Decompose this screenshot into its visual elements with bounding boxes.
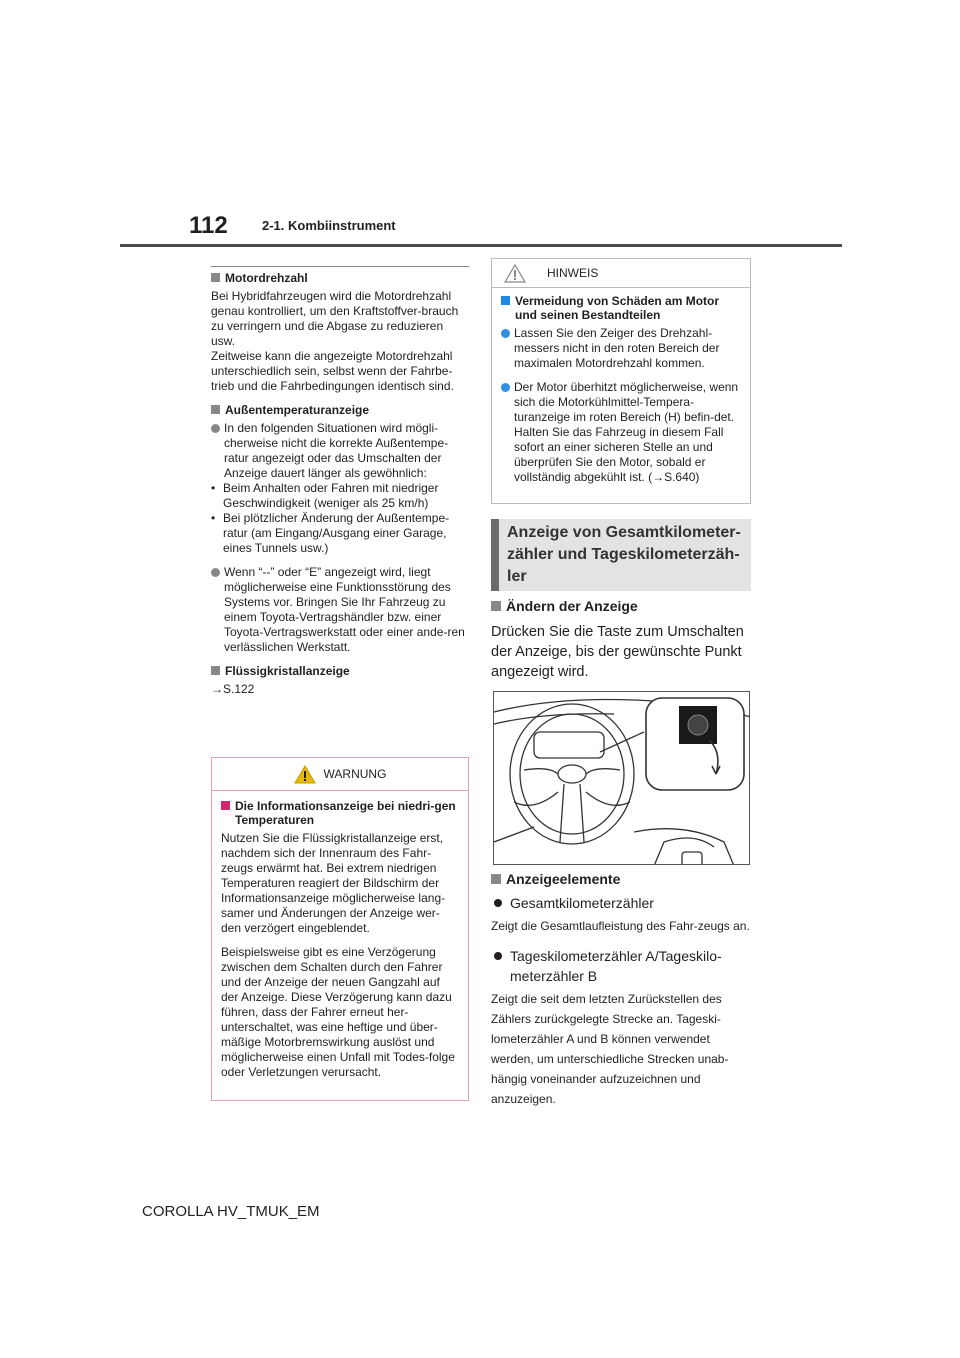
heading-text: Flüssigkristallanzeige: [225, 664, 350, 678]
header-rule: [120, 244, 842, 247]
heading-text: Anzeigeelemente: [506, 871, 621, 887]
bullet-text: Der Motor überhitzt möglicherweise, wenn sich die Motorkühlmittel-Tempera-turanzeige im roten Bereich (H) befin-det. Halten Sie das Fahrzeug in diesem Fall sofort an einer sicheren Stelle an und überprüfen Sie den Motor, sobald er vollständig abgekühlt ist. (→S.640): [514, 380, 739, 484]
banner-title: Anzeige von Gesamtkilometer-zähler und Tageskilometerzäh-ler: [507, 524, 741, 585]
notice-title: HINWEIS: [547, 266, 599, 280]
item2-text: Zeigt die seit dem letzten Zurückstellen des Zählers zurückgelegte Strecke an. Tageski-lometerzähler A und B können verwendet werden, um unterschiedliche Strecken unab-hängig voneinander aufzuzeichnen und anzuzeigen.: [491, 992, 729, 1106]
aussentemp-sub2: [211, 511, 469, 556]
round-bullet-icon: [501, 383, 510, 392]
square-bullet-icon: [491, 601, 501, 611]
warning-box: [211, 757, 469, 1101]
motordrehzahl-text: Bei Hybridfahrzeugen wird die Motordrehzahl genau kontrolliert, um den Kraftstoffver-brauch zu verringern und die Abgase zu reduzieren usw.: [211, 289, 459, 348]
item1-title: [491, 893, 753, 913]
bullet-text: Lassen Sie den Zeiger des Drehzahl-messers nicht in den roten Bereich der maximalen Motordrehzahl kommen.: [514, 326, 720, 370]
round-bullet-icon: [211, 568, 220, 577]
heading-motordrehzahl: [211, 271, 469, 285]
notice-bullet1: [501, 326, 742, 371]
round-bullet-icon: [494, 899, 502, 907]
banner-bar: [491, 519, 499, 591]
warning-p2: Beispielsweise gibt es eine Verzögerung zwischen dem Schalten durch den Fahrer und der Anzeige der neuen Gangzahl auf der Anzeige. Diese Verzögerung kann dazu führen, dass der Fahrer erneut her-unterschaltet, was eine heftige und über-mäßige Motorbremswirkung auslöst und möglicherweise einen Unfall mit Todes-folge oder Verletzungen verursacht.: [221, 945, 455, 1079]
heading-text: Außentemperaturanzeige: [225, 403, 370, 417]
aussentemp-bullet1: [211, 421, 469, 481]
item-title-text: Tageskilometerzähler A/Tageskilo-meterzähler B: [510, 948, 722, 984]
item2-title: [491, 946, 753, 986]
round-bullet-icon: [211, 424, 220, 433]
aussentemp-bullet2: [211, 565, 469, 655]
bullet-text: Wenn “--” oder “E” angezeigt wird, liegt möglicherweise eine Funktionsstörung des Systems vor. Bringen Sie Ihr Fahrzeug zu einem Toyota-Vertragshändler bzw. einer Toyota-Vertragswerkstatt oder einer ande-ren verlässlichen Werkstatt.: [224, 565, 465, 654]
heading-fluessig: [211, 664, 469, 678]
small-bullet-icon: •: [211, 511, 216, 525]
warning-header: [212, 758, 468, 791]
left-column: [211, 266, 469, 706]
notice-box: [491, 258, 751, 504]
warning-p1: Nutzen Sie die Flüssigkristallanzeige erst, nachdem sich der Innenraum des Fahr-zeugs erwärmt hat. Bei extrem niedrigen Temperaturen reagiert der Bildschirm der Informationsanzeige möglicherweise lang-samer und Änderungen der Anzeige wer-den verzögert eingeblendet.: [221, 831, 446, 935]
right-column: [491, 598, 753, 682]
square-bullet-icon: [501, 296, 510, 305]
heading-elemente: [491, 871, 753, 887]
round-bullet-icon: [501, 329, 510, 338]
section-title: 2-1. Kombiinstrument: [262, 218, 396, 233]
section-banner: [491, 519, 751, 591]
page-number: 112: [189, 212, 228, 239]
square-bullet-icon: [491, 874, 501, 884]
round-bullet-icon: [494, 952, 502, 960]
heading-text: Vermeidung von Schäden am Motor und seinen Bestandteilen: [515, 294, 720, 322]
notice-header: [492, 259, 750, 288]
aussentemp-sub1: [211, 481, 469, 511]
warning-title: WARNUNG: [323, 767, 387, 781]
heading-text: Motordrehzahl: [225, 271, 308, 285]
motordrehzahl-text2: Zeitweise kann die angezeigte Motordrehzahl unterschiedlich sein, selbst wenn der Fahrbe-trieb und die Fahrbedingungen identisch sind.: [211, 349, 454, 393]
sub-text: Bei plötzlicher Änderung der Außentempe-ratur (am Eingang/Ausgang einer Garage, eines Tunnels usw.): [223, 511, 450, 555]
heading-text: Die Informationsanzeige bei niedri-gen Temperaturen: [235, 799, 456, 827]
heading-aussentemp: [211, 403, 469, 417]
notice-bullet2: [501, 380, 742, 485]
bullet-text: In den folgenden Situationen wird mögli-cherweise nicht die korrekte Außentempe-ratur angezeigt oder das Umschalten der Anzeige dauert länger als gewöhnlich:: [224, 421, 449, 480]
warning-triangle-icon: [294, 765, 316, 784]
square-bullet-icon: [211, 405, 220, 414]
square-bullet-icon: [211, 666, 220, 675]
item-title-text: Gesamtkilometerzähler: [510, 895, 654, 911]
footer-model: COROLLA HV_TMUK_EM: [142, 1203, 320, 1220]
display-elements-section: [491, 871, 753, 1109]
item1-text: Zeigt die Gesamtlaufleistung des Fahr-zeugs an.: [491, 919, 750, 933]
small-bullet-icon: •: [211, 481, 216, 495]
fluessig-ref: →S.122: [211, 682, 255, 696]
heading-aendern: [491, 598, 753, 614]
dashboard-drawing: [494, 692, 750, 865]
square-bullet-icon: [211, 273, 220, 282]
notice-heading: [501, 294, 742, 322]
left-top-rule: [211, 266, 469, 267]
sub-text: Beim Anhalten oder Fahren mit niedriger Geschwindigkeit (weniger als 25 km/h): [223, 481, 439, 510]
notice-triangle-icon: [504, 264, 526, 283]
heading-text: Ändern der Anzeige: [506, 598, 638, 614]
warning-heading: [221, 799, 459, 827]
steering-wheel-illustration: [493, 691, 750, 865]
aendern-text: Drücken Sie die Taste zum Umschalten der Anzeige, bis der gewünschte Punkt angezeigt wird.: [491, 624, 744, 680]
square-bullet-icon: [221, 801, 230, 810]
